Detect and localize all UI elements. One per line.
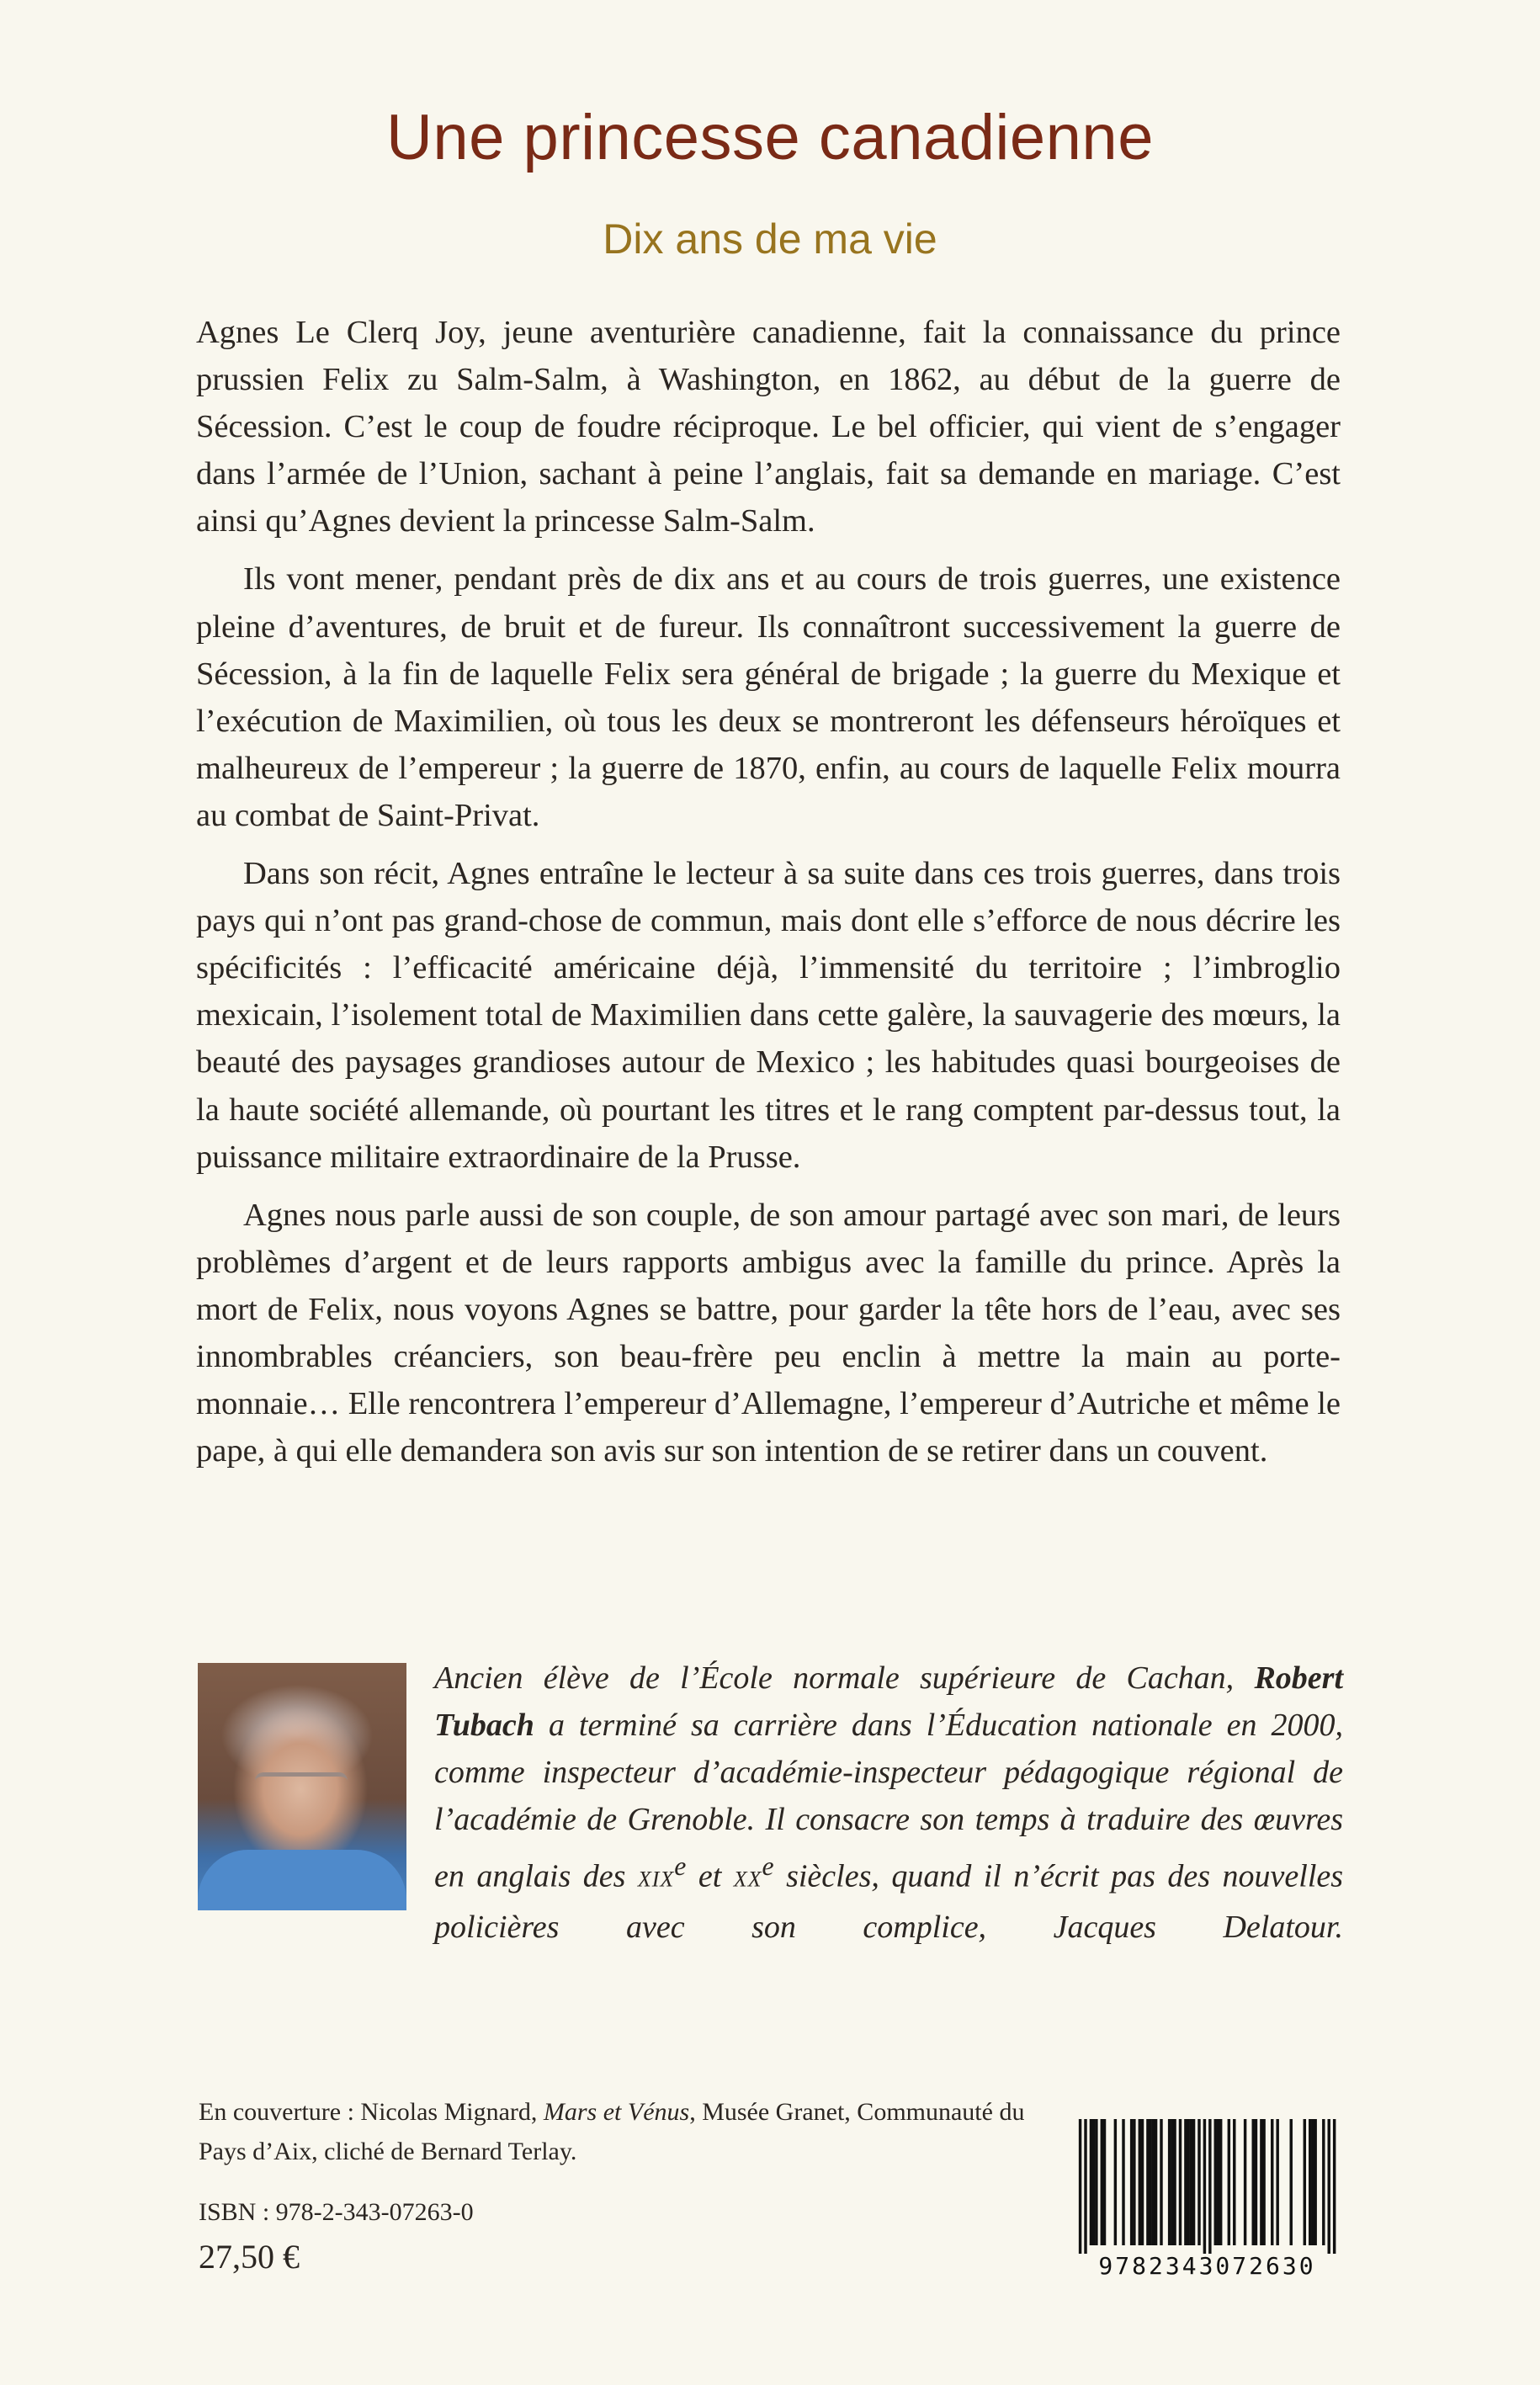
barcode-bars [1068, 2119, 1346, 2254]
barcode-bar [1160, 2119, 1162, 2245]
barcode-bar [1092, 2119, 1095, 2245]
credit-suffix: , Musée Granet, Communauté du Pays d’Aix, cliché de Bernard Terlay. [199, 2098, 1025, 2165]
barcode-bar [1139, 2119, 1141, 2245]
barcode-bar [1276, 2119, 1278, 2245]
barcode-bar [1203, 2119, 1206, 2254]
barcode-bar [1101, 2119, 1103, 2245]
barcode-bar [1168, 2119, 1171, 2245]
barcode-bar [1095, 2119, 1097, 2245]
bio-text: siècles, quand il n’écrit pas des nouvelles policières avec son complice, Jacques Delatour. [434, 1859, 1344, 1946]
barcode-bar [1103, 2119, 1106, 2245]
barcode-bar [1149, 2119, 1151, 2245]
glasses-shape [255, 1772, 348, 1797]
century-suffix: e [762, 1851, 774, 1882]
barcode-bar [1314, 2119, 1316, 2245]
barcode-bar [1084, 2119, 1086, 2254]
century-numeral: XX [733, 1867, 762, 1893]
barcode-bar [1171, 2119, 1173, 2245]
barcode-bar [1197, 2119, 1200, 2245]
barcode-bar [1208, 2119, 1211, 2254]
author-bio [434, 1655, 1343, 1951]
price: 27,50 € [199, 2238, 300, 2276]
barcode-bar [1192, 2119, 1195, 2245]
barcode-bar [1260, 2119, 1262, 2245]
bio-text: Ancien élève de l’École normale supérieure de Cachan, [434, 1660, 1235, 1696]
century-suffix: e [674, 1851, 687, 1882]
bio-text: et [698, 1859, 722, 1895]
barcode-bar [1090, 2119, 1092, 2245]
barcode-bar [1146, 2119, 1149, 2245]
barcode-bar [1309, 2119, 1311, 2245]
barcode-bar [1262, 2119, 1265, 2245]
book-summary [196, 309, 1341, 1485]
barcode-bar [1187, 2119, 1189, 2245]
barcode-bar [1244, 2119, 1246, 2245]
barcode-bar [1173, 2119, 1176, 2245]
barcode-bar [1219, 2119, 1222, 2245]
barcode-bar [1328, 2119, 1330, 2254]
cover-credit [199, 2092, 1032, 2171]
barcode-bar [1252, 2119, 1255, 2245]
barcode-bar [1217, 2119, 1219, 2245]
barcode-bar [1179, 2119, 1182, 2245]
barcode-bar [1155, 2119, 1157, 2245]
barcode [1068, 2119, 1346, 2285]
summary-paragraph: Ils vont mener, pendant près de dix ans et au cours de trois guerres, une existence pleine d’aventures, de bruit et de fureur. Ils connaîtront successivement la guerre de Sécession, à la fin de laquelle Felix sera général de brigade ; la guerre du Mexique et l’exécution de Maximilien, où tous les deux se montreront les défenseurs héroïques et malheureux de l’empereur ; la guerre de 1870, enfin, au cours de laquelle Felix mourra au combat de Saint-Privat. [196, 561, 1341, 833]
barcode-digits: 9782343072630 [1098, 2252, 1316, 2280]
barcode-bar [1322, 2119, 1325, 2245]
artwork-title: Mars et Vénus [543, 2098, 690, 2126]
barcode-bar [1214, 2119, 1217, 2245]
barcode-bar [1304, 2119, 1306, 2245]
barcode-bar [1290, 2119, 1293, 2245]
barcode-bar [1190, 2119, 1192, 2245]
barcode-bar [1228, 2119, 1230, 2245]
book-subtitle: Dix ans de ma vie [603, 215, 937, 263]
barcode-bar [1122, 2119, 1124, 2245]
barcode-bar [1271, 2119, 1273, 2245]
century-numeral: XIX [637, 1867, 675, 1893]
barcode-bar [1152, 2119, 1155, 2245]
barcode-bar [1184, 2119, 1187, 2245]
author-photo [198, 1663, 406, 1910]
barcode-bar [1114, 2119, 1117, 2245]
barcode-bar [1130, 2119, 1133, 2245]
credit-prefix: En couverture : Nicolas Mignard, [199, 2098, 538, 2126]
barcode-bar [1333, 2119, 1336, 2254]
shirt-shape [198, 1850, 406, 1910]
summary-paragraph: Agnes Le Clerq Joy, jeune aventurière canadienne, fait la connaissance du prince prussien Felix zu Salm-Salm, à Washington, en 1862, au début de la guerre de Sécession. C’est le coup de foudre réciproque. Le bel officier, qui vient de s’engager dans l’armée de l’Union, sachant à peine l’anglais, fait sa demande en mariage. C’est ainsi qu’Agnes devient la princesse Salm-Salm. [196, 315, 1341, 539]
barcode-bar [1079, 2119, 1081, 2254]
summary-paragraph: Dans son récit, Agnes entraîne le lecteur à sa suite dans ces trois guerres, dans trois pays qui n’ont pas grand-chose de commun, mais dont elle s’efforce de nous décrire les spécificités : l’efficacité américaine déjà, l’immensité du territoire ; l’imbroglio mexicain, l’isolement total de Maximilien dans cette galère, la sauvagerie des mœurs, la beauté des paysages grandioses autour de Mexico ; les habitudes quasi bourgeoises de la haute société allemande, où pourtant les titres et le rang comptent par-dessus tout, la puissance militaire extraordinaire de la Prusse. [196, 856, 1341, 1175]
bio-text: a terminé sa carrière dans l’Éducation nationale en 2000, comme inspecteur d’académie-inspecteur pédagogique régional de l’académie de Grenoble. Il consacre son temps à traduire des œuvres en anglais des [434, 1708, 1343, 1895]
barcode-bar [1255, 2119, 1257, 2245]
book-title: Une princesse canadienne [386, 102, 1154, 173]
summary-paragraph: Agnes nous parle aussi de son couple, de son amour partagé avec son mari, de leurs problèmes d’argent et de leurs rapports ambigus avec la famille du prince. Après la mort de Felix, nous voyons Agnes se battre, pour garder la tête hors de l’eau, avec ses innombrables créanciers, son beau-frère peu enclin à mettre la main au porte-monnaie… Elle rencontrera l’empereur d’Allemagne, l’empereur d’Autriche et même le pape, à qui elle demandera son avis sur son intention de se retirer dans un couvent. [196, 1197, 1341, 1469]
author-name: Robert Tubach [434, 1660, 1343, 1744]
isbn-number: ISBN : 978-2-343-07263-0 [199, 2198, 474, 2226]
barcode-bar [1133, 2119, 1135, 2245]
barcode-bar [1141, 2119, 1144, 2245]
barcode-bar [1233, 2119, 1235, 2245]
barcode-bar [1311, 2119, 1314, 2245]
